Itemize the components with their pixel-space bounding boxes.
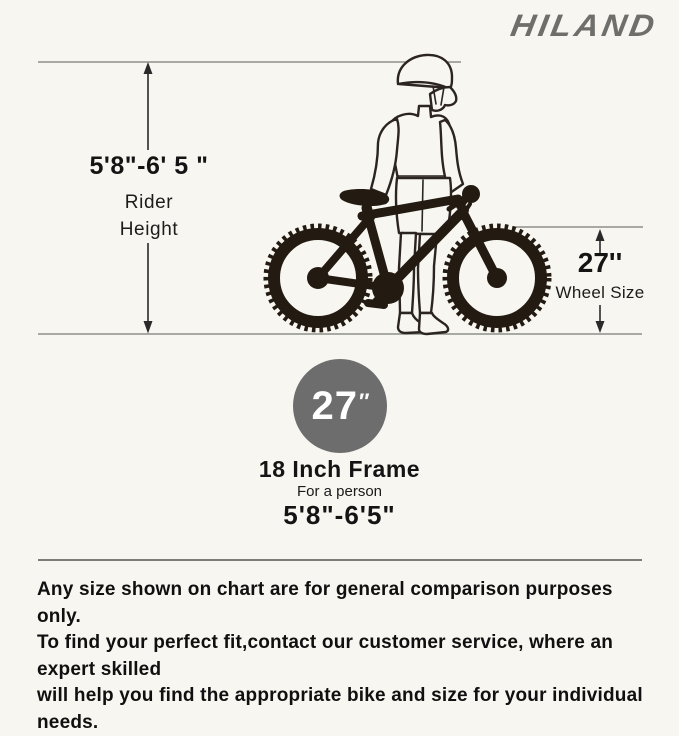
wheel-size-label: Wheel Size xyxy=(555,283,645,302)
rider-height-label-line1: Rider xyxy=(124,192,174,213)
wheel-size-badge-number: 27 xyxy=(311,383,358,428)
left-arm xyxy=(371,119,399,195)
handlebar-grip xyxy=(462,185,480,203)
frame-size-subtitle: For a person xyxy=(296,483,383,500)
right-foot xyxy=(419,313,448,334)
disclaimer-line3: will help you find the appropriate bike and size for your individual needs. xyxy=(37,685,643,733)
separator-line xyxy=(38,559,642,561)
rider-height-value: 5'8"-6' 5 " xyxy=(89,152,209,180)
rider-height-label-line2: Height xyxy=(119,219,179,240)
brand-logo: HILAND xyxy=(508,8,661,43)
rider-height-label xyxy=(48,189,250,243)
wheel-size-arrow xyxy=(596,229,605,333)
disclaimer-text xyxy=(37,577,655,736)
wheel-size-badge xyxy=(293,359,387,453)
wheel-size-value: 27'' xyxy=(577,247,623,278)
disclaimer-line1: Any size shown on chart are for general comparison purposes only. xyxy=(37,579,613,627)
disclaimer-line2: To find your perfect fit,contact our customer service, where an expert skilled xyxy=(37,632,614,680)
frame-height-range: 5'8"-6'5" xyxy=(283,500,396,530)
wheel-size-badge-unit: ″ xyxy=(358,389,370,414)
frame-size-title: 18 Inch Frame xyxy=(258,456,421,482)
